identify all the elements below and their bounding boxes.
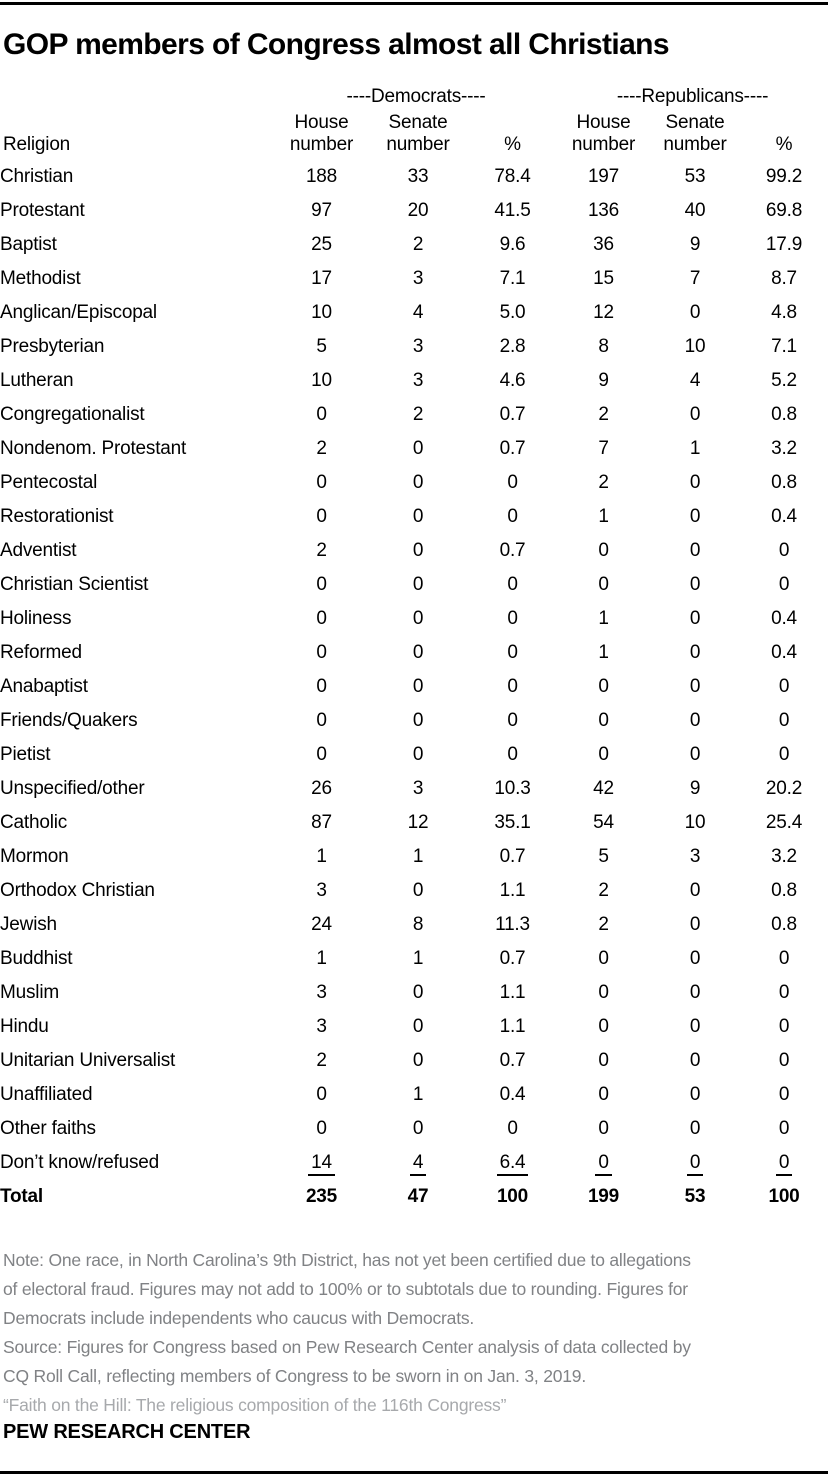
value-cell: 1.1 <box>499 880 526 901</box>
value-cell: 7 <box>689 268 701 289</box>
religion-label: Catholic <box>0 812 68 833</box>
value-cell: 99.2 <box>765 166 803 187</box>
value-cell: 5 <box>598 846 609 867</box>
rep-senate-column-header: Senate number <box>663 112 727 155</box>
value-cell: 0 <box>598 1050 609 1071</box>
value-cell: 8 <box>598 336 609 357</box>
value-cell: 0 <box>316 404 327 425</box>
text-line: of electoral fraud. Figures may not add to 100% or to subtotals due to rounding. Figures for <box>3 1279 688 1299</box>
value-cell: 26 <box>311 778 332 799</box>
religion-label: Methodist <box>0 268 81 289</box>
report-title-line: “Faith on the Hill: The religious composition of the 116th Congress” <box>3 1395 507 1415</box>
value-cell: 69.8 <box>765 200 803 221</box>
value-cell: 2 <box>598 404 609 425</box>
value-cell: 1 <box>598 506 609 527</box>
value-cell: 0 <box>412 574 424 595</box>
underlined-value: 6.4 <box>497 1152 529 1176</box>
dem-house-column-header: House number <box>289 112 354 155</box>
table-row <box>0 772 828 806</box>
table-row <box>0 670 828 704</box>
value-cell: 9 <box>689 234 701 255</box>
value-cell: 0 <box>316 472 327 493</box>
value-cell: 0 <box>412 438 424 459</box>
value-cell: 0 <box>778 982 790 1003</box>
value-cell: 0.8 <box>771 404 797 425</box>
religion-label: Total <box>0 1186 43 1207</box>
value-cell: 0 <box>316 744 327 765</box>
value-cell: 100 <box>496 1186 529 1207</box>
value-cell: 0 <box>689 982 701 1003</box>
column-header-row <box>0 108 828 160</box>
text-line: Note: One race, in North Carolina’s 9th District, has not yet been certified due to allegations <box>3 1250 691 1270</box>
value-cell: 1 <box>598 642 609 663</box>
footer-notes <box>3 1246 825 1420</box>
religion-label: Pietist <box>0 744 51 765</box>
dem-senate-column-header: Senate number <box>386 112 450 155</box>
party-group-row <box>0 86 828 108</box>
value-cell: 3 <box>412 268 424 289</box>
value-cell: 0 <box>598 676 609 697</box>
religion-label: Buddhist <box>0 948 73 969</box>
value-cell: 41.5 <box>494 200 531 221</box>
republicans-group-header: ----Republicans---- <box>616 86 769 107</box>
value-cell: 0 <box>412 676 424 697</box>
group-spacer <box>0 86 275 108</box>
religion-label: Baptist <box>0 234 57 255</box>
value-cell: 0 <box>778 1016 790 1037</box>
value-cell: 10.3 <box>494 778 531 799</box>
religion-label: Nondenom. Protestant <box>0 438 187 459</box>
table-row <box>0 568 828 602</box>
table-row <box>0 534 828 568</box>
value-cell: 2 <box>412 234 424 255</box>
value-cell: 0 <box>778 948 790 969</box>
religion-column-header: Religion <box>3 134 71 155</box>
rep-house-column-header: House number <box>571 112 636 155</box>
value-cell: 4 <box>412 302 424 323</box>
value-cell: 0 <box>316 506 327 527</box>
value-cell: 0 <box>598 948 609 969</box>
value-cell: 0 <box>689 676 701 697</box>
page-title: GOP members of Congress almost all Christians <box>3 28 669 61</box>
value-cell: 0 <box>507 472 518 493</box>
table-row <box>0 942 828 976</box>
value-cell: 3 <box>689 846 701 867</box>
value-cell: 5.2 <box>771 370 797 391</box>
value-cell: 2 <box>316 1050 327 1071</box>
table-row <box>0 330 828 364</box>
value-cell: 8 <box>412 914 424 935</box>
value-cell: 0 <box>316 608 327 629</box>
democrats-group-header: ----Democrats---- <box>346 86 486 107</box>
religion-label: Lutheran <box>0 370 74 391</box>
underlined-value: 0 <box>687 1152 703 1176</box>
value-cell: 8.7 <box>771 268 797 289</box>
value-cell: 7.1 <box>771 336 797 357</box>
table-row <box>0 1146 828 1180</box>
table-row <box>0 704 828 738</box>
value-cell: 9.6 <box>499 234 526 255</box>
value-cell: 1 <box>689 438 701 459</box>
value-cell: 53 <box>684 1186 706 1207</box>
value-cell: 25.4 <box>765 812 803 833</box>
value-cell: 33 <box>407 166 429 187</box>
table-row <box>0 874 828 908</box>
value-cell: 5 <box>316 336 327 357</box>
value-cell: 10 <box>311 370 332 391</box>
value-cell: 0.7 <box>499 540 526 561</box>
value-cell: 1 <box>412 948 424 969</box>
dem-percent-column-header: % <box>504 134 521 155</box>
religion-label: Unitarian Universalist <box>0 1050 176 1071</box>
value-cell: 9 <box>598 370 609 391</box>
value-cell: 12 <box>407 812 429 833</box>
value-cell: 1 <box>598 608 609 629</box>
value-cell: 1 <box>412 846 424 867</box>
value-cell: 0 <box>412 1016 424 1037</box>
value-cell: 0.8 <box>771 914 797 935</box>
value-cell: 0 <box>598 1084 609 1105</box>
value-cell: 1.1 <box>499 1016 526 1037</box>
value-cell: 78.4 <box>494 166 531 187</box>
value-cell: 0 <box>689 506 701 527</box>
value-cell: 0.7 <box>499 404 526 425</box>
value-cell: 0 <box>412 540 424 561</box>
table-row <box>0 262 828 296</box>
table-row <box>0 840 828 874</box>
value-cell: 0 <box>689 1050 701 1071</box>
value-cell: 0.7 <box>499 846 526 867</box>
source-text <box>3 1333 825 1420</box>
table-row <box>0 1044 828 1078</box>
table-body <box>0 160 828 1214</box>
table-row <box>0 976 828 1010</box>
value-cell: 0 <box>778 676 790 697</box>
value-cell: 0 <box>412 880 424 901</box>
religion-label: Christian Scientist <box>0 574 149 595</box>
value-cell <box>650 1146 740 1180</box>
value-cell <box>275 1146 368 1180</box>
value-cell: 0.4 <box>499 1084 526 1105</box>
value-cell: 2 <box>598 914 609 935</box>
value-cell: 0 <box>316 676 327 697</box>
value-cell: 0 <box>778 540 790 561</box>
religion-label: Congregationalist <box>0 404 145 425</box>
value-cell: 17 <box>311 268 332 289</box>
underlined-value: 4 <box>410 1152 426 1176</box>
table-row <box>0 432 828 466</box>
religion-label: Muslim <box>0 982 59 1003</box>
religion-label: Protestant <box>0 200 85 221</box>
value-cell: 0.4 <box>771 506 797 527</box>
value-cell: 54 <box>593 812 614 833</box>
value-cell: 0 <box>507 1118 518 1139</box>
rep-percent-column-header: % <box>775 134 793 155</box>
value-cell: 0 <box>412 608 424 629</box>
value-cell: 0.4 <box>771 642 797 663</box>
text-line: CQ Roll Call, reflecting members of Congress to be sworn in on Jan. 3, 2019. <box>3 1366 586 1386</box>
value-cell: 0 <box>316 1118 327 1139</box>
value-cell: 47 <box>407 1186 429 1207</box>
religion-label: Adventist <box>0 540 77 561</box>
value-cell: 0.7 <box>499 1050 526 1071</box>
value-cell: 0 <box>778 744 790 765</box>
value-cell: 0 <box>598 710 609 731</box>
value-cell: 0 <box>598 744 609 765</box>
value-cell: 0 <box>507 642 518 663</box>
value-cell: 3.2 <box>771 846 797 867</box>
religion-label: Other faiths <box>0 1118 96 1139</box>
value-cell: 1 <box>316 948 327 969</box>
value-cell: 0 <box>316 1084 327 1105</box>
value-cell: 3 <box>412 370 424 391</box>
religion-label: Anglican/Episcopal <box>0 302 157 323</box>
value-cell: 0 <box>689 404 701 425</box>
value-cell: 0 <box>598 1118 609 1139</box>
value-cell <box>468 1146 557 1180</box>
underlined-value: 0 <box>595 1152 611 1176</box>
value-cell: 0 <box>689 540 701 561</box>
value-cell: 0 <box>689 914 701 935</box>
text-line: Source: Figures for Congress based on Pew Research Center analysis of data collected by <box>3 1337 691 1357</box>
table-row <box>0 1078 828 1112</box>
value-cell: 0 <box>689 642 701 663</box>
value-cell: 12 <box>593 302 614 323</box>
value-cell: 0 <box>412 642 424 663</box>
value-cell: 0 <box>689 948 701 969</box>
value-cell: 5.0 <box>499 302 526 323</box>
value-cell: 0 <box>689 1084 701 1105</box>
value-cell: 53 <box>684 166 706 187</box>
value-cell: 2.8 <box>499 336 526 357</box>
value-cell: 0 <box>778 710 790 731</box>
value-cell: 7.1 <box>499 268 526 289</box>
religion-label: Mormon <box>0 846 69 867</box>
value-cell: 0 <box>412 744 424 765</box>
religion-label: Restorationist <box>0 506 114 527</box>
table-row <box>0 908 828 942</box>
table-header <box>0 86 828 160</box>
value-cell: 0.4 <box>771 608 797 629</box>
table-row <box>0 602 828 636</box>
value-cell: 0 <box>689 744 701 765</box>
value-cell: 0 <box>412 472 424 493</box>
value-cell: 197 <box>587 166 620 187</box>
value-cell: 17.9 <box>765 234 803 255</box>
value-cell: 0.8 <box>771 472 797 493</box>
value-cell: 0 <box>316 574 327 595</box>
religion-label: Reformed <box>0 642 82 663</box>
top-rule <box>0 2 828 5</box>
value-cell: 0 <box>778 1050 790 1071</box>
value-cell: 10 <box>684 812 706 833</box>
value-cell: 0 <box>689 302 701 323</box>
value-cell: 1.1 <box>499 982 526 1003</box>
value-cell: 10 <box>684 336 706 357</box>
value-cell: 4 <box>689 370 701 391</box>
table-row <box>0 1010 828 1044</box>
value-cell: 0 <box>689 1016 701 1037</box>
religion-label: Unspecified/other <box>0 778 145 799</box>
table-row <box>0 398 828 432</box>
value-cell: 2 <box>316 438 327 459</box>
value-cell: 87 <box>311 812 332 833</box>
value-cell: 0 <box>316 642 327 663</box>
value-cell: 0 <box>689 574 701 595</box>
table-row <box>0 466 828 500</box>
underlined-value: 0 <box>776 1152 792 1176</box>
value-cell <box>368 1146 468 1180</box>
value-cell: 0 <box>316 710 327 731</box>
value-cell: 3 <box>316 982 327 1003</box>
value-cell: 3 <box>316 1016 327 1037</box>
value-cell: 9 <box>689 778 701 799</box>
value-cell: 24 <box>311 914 332 935</box>
value-cell: 36 <box>593 234 614 255</box>
religion-label: Presbyterian <box>0 336 105 357</box>
value-cell: 0 <box>507 710 518 731</box>
value-cell: 4.6 <box>499 370 526 391</box>
value-cell: 3.2 <box>771 438 797 459</box>
value-cell: 0 <box>507 506 518 527</box>
table-row <box>0 738 828 772</box>
value-cell: 40 <box>684 200 706 221</box>
value-cell: 0 <box>778 574 790 595</box>
value-cell: 1 <box>316 846 327 867</box>
value-cell: 20 <box>407 200 429 221</box>
value-cell: 0 <box>598 1016 609 1037</box>
value-cell <box>557 1146 650 1180</box>
value-cell: 136 <box>587 200 620 221</box>
text-line: Democrats include independents who caucus with Democrats. <box>3 1308 475 1328</box>
value-cell: 3 <box>412 778 424 799</box>
value-cell: 0 <box>689 1118 701 1139</box>
value-cell: 0 <box>598 982 609 1003</box>
religion-label: Christian <box>0 166 74 187</box>
table-row <box>0 228 828 262</box>
religion-label: Friends/Quakers <box>0 710 138 731</box>
value-cell: 3 <box>412 336 424 357</box>
value-cell: 0 <box>778 1084 790 1105</box>
table-row <box>0 1112 828 1146</box>
table-row <box>0 160 828 194</box>
pew-research-center-wordmark: PEW RESEARCH CENTER <box>3 1421 251 1443</box>
note-text <box>3 1246 825 1333</box>
value-cell: 199 <box>587 1186 620 1207</box>
religion-label: Jewish <box>0 914 57 935</box>
value-cell: 0 <box>507 574 518 595</box>
value-cell: 0 <box>598 574 609 595</box>
value-cell: 0 <box>412 506 424 527</box>
value-cell: 1 <box>412 1084 424 1105</box>
value-cell: 2 <box>598 472 609 493</box>
value-cell: 2 <box>412 404 424 425</box>
value-cell: 0 <box>689 472 701 493</box>
value-cell: 35.1 <box>494 812 531 833</box>
bottom-rule <box>0 1471 828 1474</box>
value-cell: 100 <box>768 1186 800 1207</box>
value-cell: 2 <box>316 540 327 561</box>
value-cell: 235 <box>305 1186 338 1207</box>
table-row <box>0 364 828 398</box>
value-cell: 20.2 <box>765 778 803 799</box>
value-cell: 0 <box>412 710 424 731</box>
value-cell: 0 <box>507 744 518 765</box>
value-cell: 4.8 <box>771 302 797 323</box>
value-cell: 10 <box>311 302 332 323</box>
value-cell: 0 <box>412 982 424 1003</box>
table-row <box>0 806 828 840</box>
value-cell: 97 <box>311 200 332 221</box>
value-cell: 7 <box>598 438 609 459</box>
value-cell: 0 <box>689 608 701 629</box>
religion-label: Pentecostal <box>0 472 98 493</box>
table-row <box>0 194 828 228</box>
table-row <box>0 1180 828 1214</box>
underlined-value: 14 <box>308 1152 335 1176</box>
value-cell: 2 <box>598 880 609 901</box>
value-cell: 0.7 <box>499 438 526 459</box>
value-cell: 0 <box>507 608 518 629</box>
value-cell: 0 <box>689 880 701 901</box>
religion-label: Don’t know/refused <box>0 1152 160 1173</box>
value-cell: 15 <box>593 268 614 289</box>
value-cell: 0 <box>412 1050 424 1071</box>
value-cell: 0 <box>598 540 609 561</box>
value-cell: 0 <box>507 676 518 697</box>
value-cell: 3 <box>316 880 327 901</box>
table-row <box>0 500 828 534</box>
value-cell <box>740 1146 828 1180</box>
table-row <box>0 296 828 330</box>
value-cell: 25 <box>311 234 332 255</box>
value-cell: 0.8 <box>771 880 797 901</box>
value-cell: 42 <box>593 778 614 799</box>
value-cell: 0 <box>778 1118 790 1139</box>
table-row <box>0 636 828 670</box>
religion-label: Anabaptist <box>0 676 88 697</box>
value-cell: 0 <box>689 710 701 731</box>
religion-table <box>0 86 828 1214</box>
value-cell: 11.3 <box>495 914 530 935</box>
value-cell: 0.7 <box>499 948 526 969</box>
religion-label: Orthodox Christian <box>0 880 155 901</box>
religion-label: Unaffiliated <box>0 1084 93 1105</box>
religion-label: Hindu <box>0 1016 49 1037</box>
value-cell: 188 <box>305 166 338 187</box>
value-cell: 0 <box>412 1118 424 1139</box>
religion-label: Holiness <box>0 608 72 629</box>
